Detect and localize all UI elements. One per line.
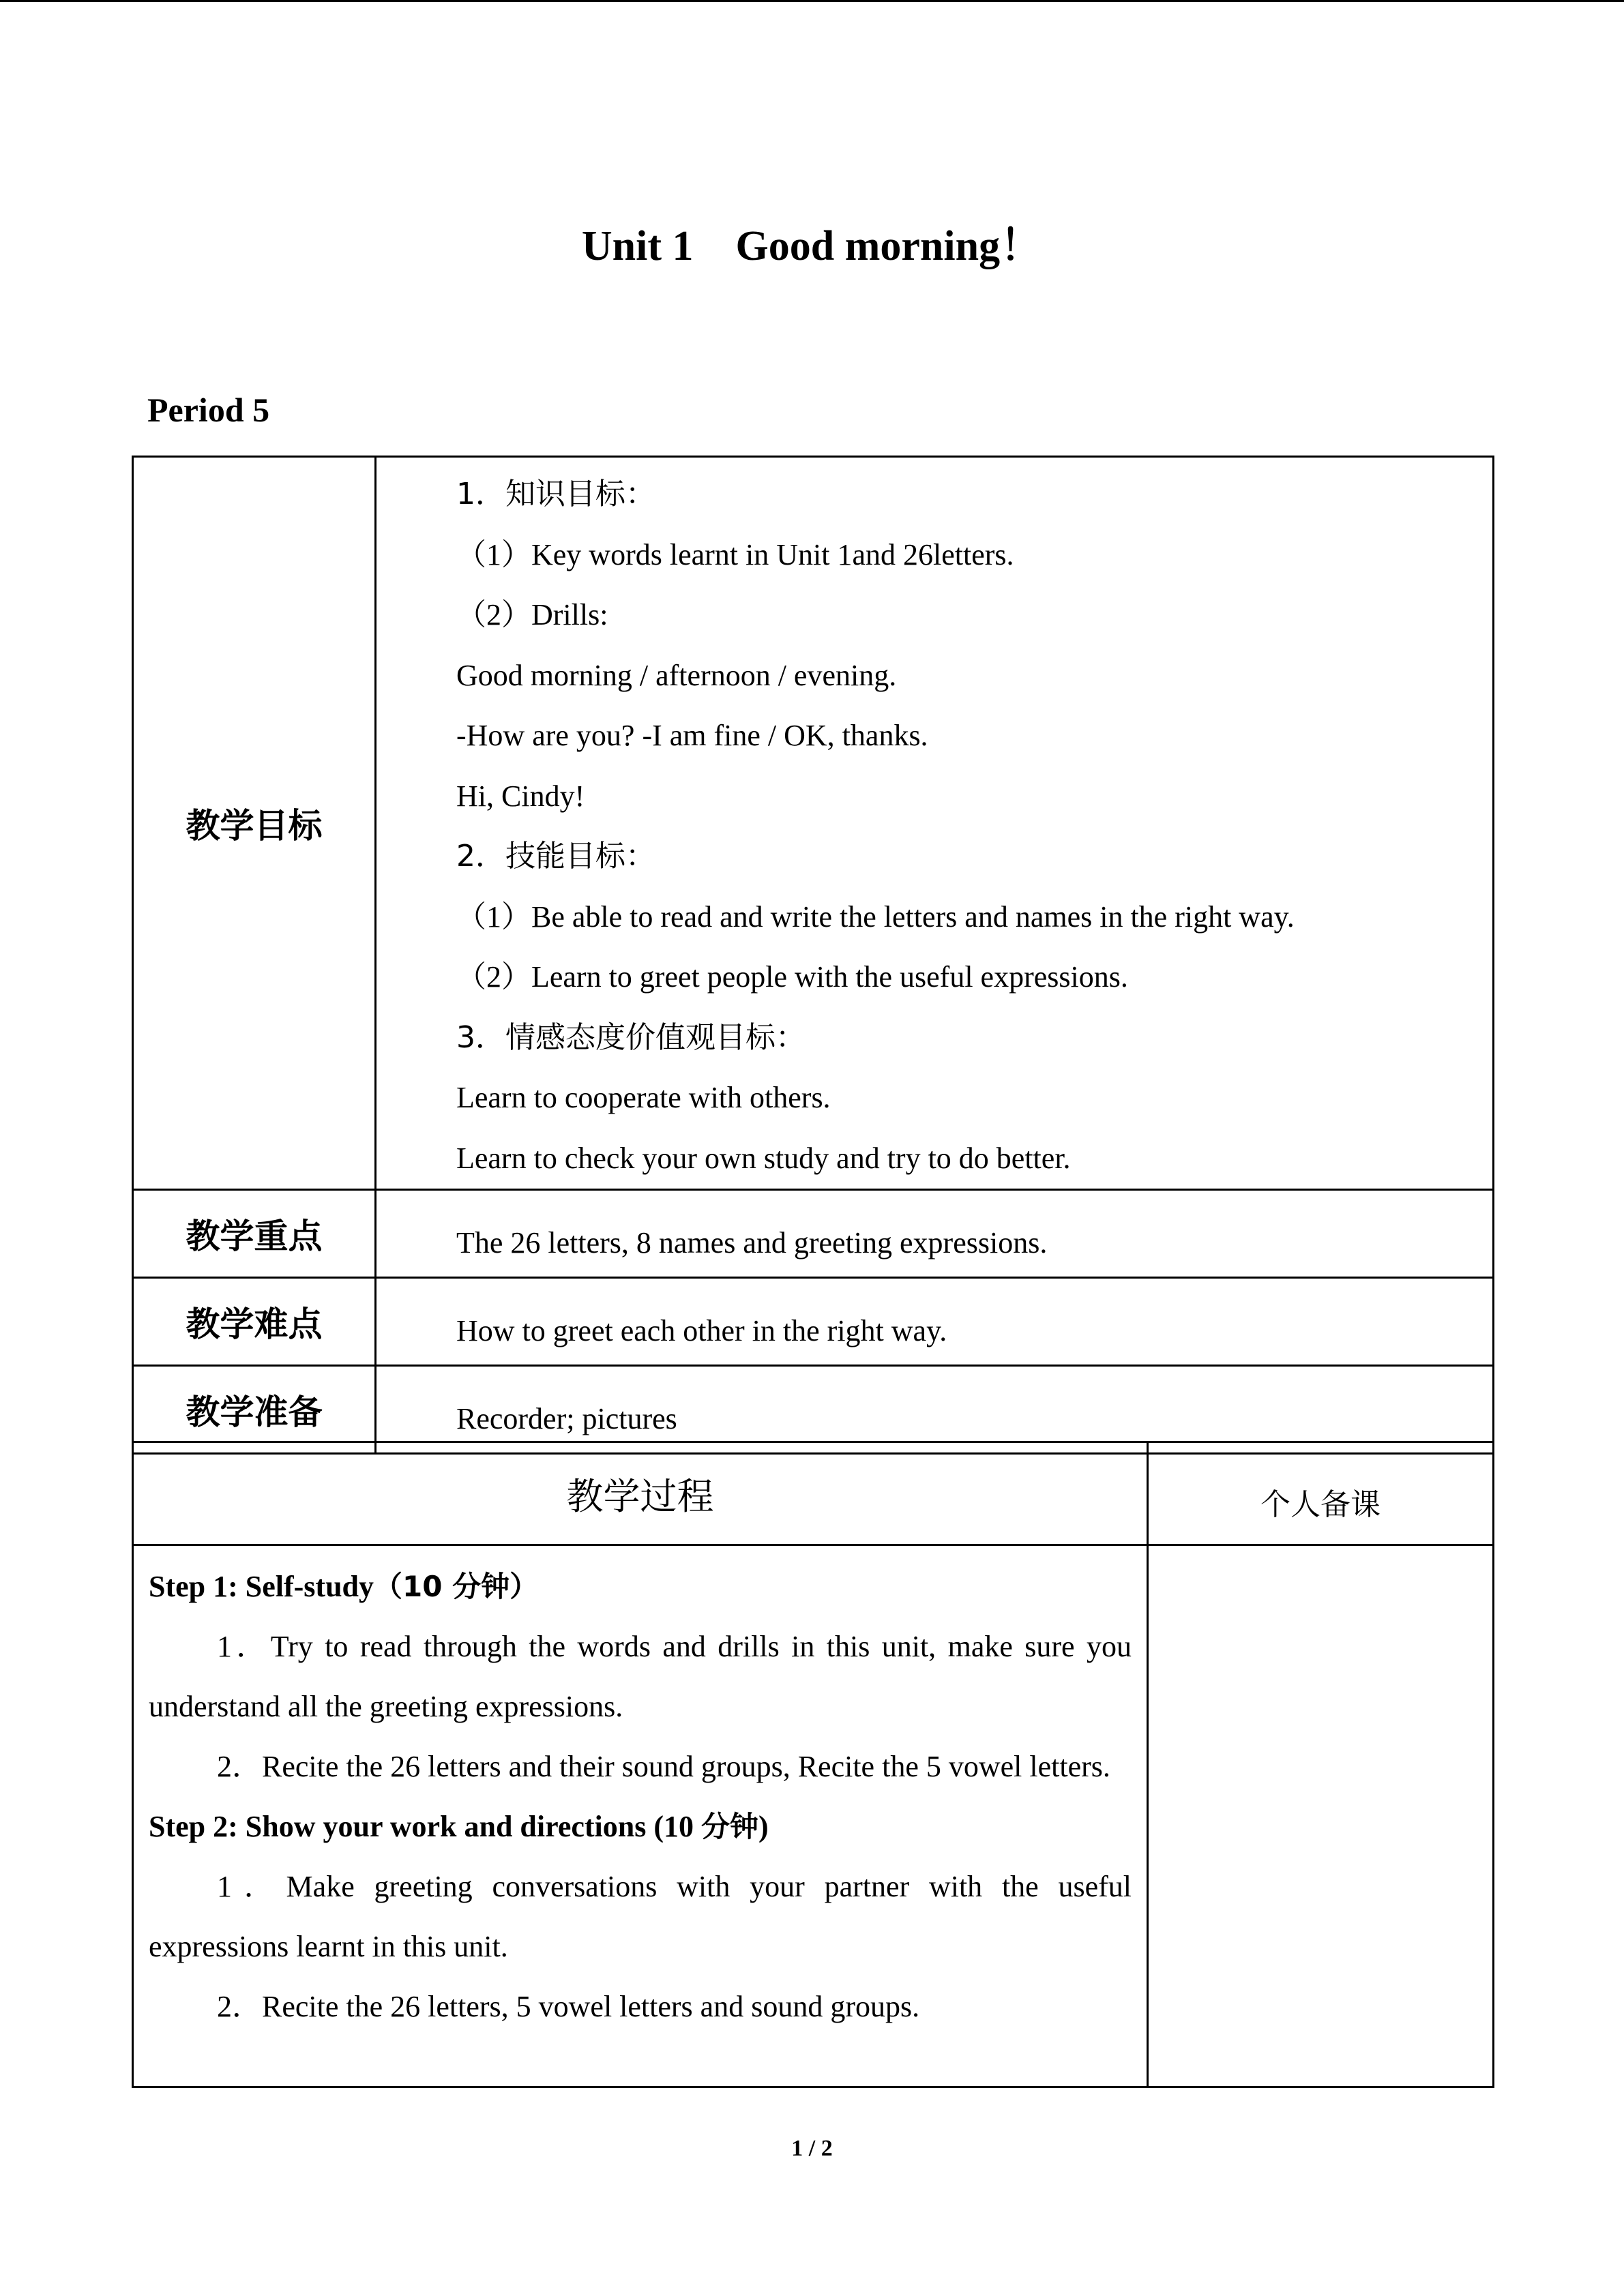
personal-notes-header: 个人备课 <box>1148 1442 1494 1545</box>
step-1-item: 1．Try to read through the words and drills in this unit, make sure you understand all the greeting expressions. <box>149 1630 1132 1723</box>
step-2-heading <box>149 1797 1132 1857</box>
key-points-row <box>133 1190 1494 1278</box>
objective-line: Learn to cooperate with others. <box>456 1081 831 1114</box>
process-body-row <box>133 1545 1494 2087</box>
objective-line: （1）Key words learnt in Unit 1and 26letters. <box>456 537 1014 571</box>
objectives-label: 教学目标 <box>133 457 376 1190</box>
objective-line: Good morning / afternoon / evening. <box>456 658 897 692</box>
preparation-label: 教学准备 <box>133 1366 376 1454</box>
step-1-item: 2．Recite the 26 letters and their sound groups, Recite the 5 vowel letters. <box>217 1750 1110 1783</box>
process-table <box>132 1441 1494 2088</box>
page-title: Unit 1 Good morning！ <box>581 223 1043 269</box>
step-2-item: 1．Make greeting conversations with your partner with the useful expressions learnt in this unit. <box>149 1870 1132 1963</box>
step-1-title: Step 1: Self-study <box>149 1570 374 1603</box>
difficulties-row <box>133 1278 1494 1366</box>
personal-notes-cell <box>1148 1545 1494 2087</box>
objectives-content <box>376 457 1494 1190</box>
process-content <box>133 1545 1148 2087</box>
objectives-row <box>133 457 1494 1190</box>
step-2-close: ) <box>758 1810 769 1843</box>
objective-line: （1）Be able to read and write the letters and names in the right way. <box>456 899 1295 934</box>
step-2-time: 分钟 <box>701 1810 759 1843</box>
key-points-text: The 26 letters, 8 names and greeting expressions. <box>376 1190 1494 1278</box>
top-border-line <box>0 0 1624 2</box>
objective-heading: 1．知识目标： <box>456 477 655 511</box>
difficulties-label: 教学难点 <box>133 1278 376 1366</box>
objective-line: Learn to check your own study and try to do better. <box>456 1141 1071 1175</box>
process-header: 教学过程 <box>133 1442 1148 1545</box>
preparation-text: Recorder; pictures <box>376 1366 1494 1454</box>
step-2-title: Step 2: Show your work and directions (10 <box>149 1810 702 1843</box>
objective-heading: 3．情感态度价值观目标： <box>456 1019 806 1055</box>
objective-line: -How are you? -I am fine / OK, thanks. <box>456 719 928 752</box>
process-header-row <box>133 1442 1494 1545</box>
difficulties-text: How to greet each other in the right way. <box>376 1278 1494 1366</box>
objective-line: Hi, Cindy! <box>456 779 585 813</box>
step-1-time: （10 分钟） <box>374 1570 539 1603</box>
objective-line: （2）Drills: <box>456 598 608 631</box>
lesson-plan-table <box>132 456 1494 1455</box>
step-2-item: 2．Recite the 26 letters, 5 vowel letters and sound groups. <box>217 1990 920 2023</box>
step-1-heading <box>149 1557 1132 1617</box>
page-number: 1 / 2 <box>791 2136 833 2161</box>
key-points-label: 教学重点 <box>133 1190 376 1278</box>
period-label: Period 5 <box>147 391 270 429</box>
objective-line: （2）Learn to greet people with the useful expressions. <box>456 960 1128 994</box>
objective-heading: 2．技能目标： <box>456 839 655 874</box>
